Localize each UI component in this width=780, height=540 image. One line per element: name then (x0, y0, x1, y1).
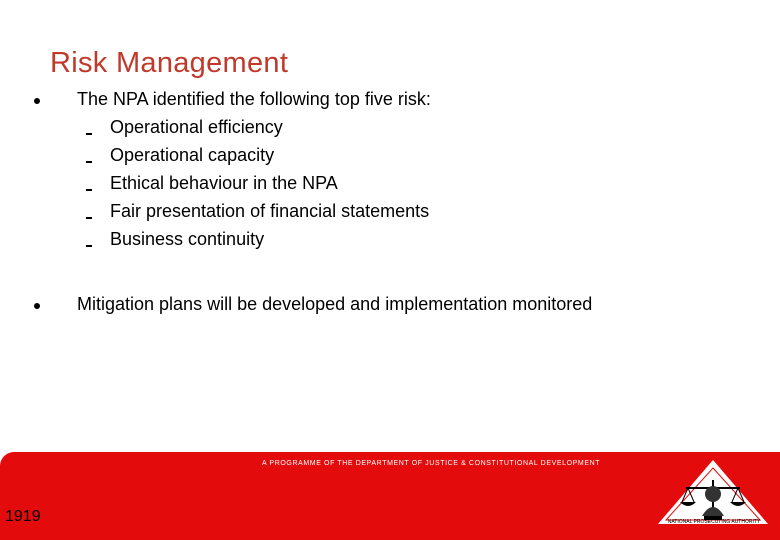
dash-icon (86, 133, 92, 135)
slide-title: Risk Management (50, 47, 289, 79)
dash-icon (86, 245, 92, 247)
logo-caption: NATIONAL PROSECUTING AUTHORITY (667, 519, 761, 525)
dash-icon (86, 217, 92, 219)
bullet-dot-icon (34, 98, 40, 104)
bullet-text: The NPA identified the following top five risk: (77, 89, 431, 109)
footer-caption: A PROGRAMME OF THE DEPARTMENT OF JUSTICE & CONSTITUTIONAL DEVELOPMENT (262, 460, 601, 467)
page-number: 1919 (5, 508, 41, 525)
sub-item: Operational capacity (110, 145, 275, 165)
sub-item: Ethical behaviour in the NPA (110, 173, 338, 193)
bullet-dot-icon (34, 303, 40, 309)
sub-item: Operational efficiency (110, 117, 283, 137)
bullet-text: Mitigation plans will be developed and implementation monitored (77, 294, 593, 314)
dash-icon (86, 189, 92, 191)
sub-item: Business continuity (110, 229, 265, 249)
sub-item: Fair presentation of financial statements (110, 201, 430, 221)
dash-icon (86, 161, 92, 163)
npa-logo-icon (654, 458, 772, 540)
